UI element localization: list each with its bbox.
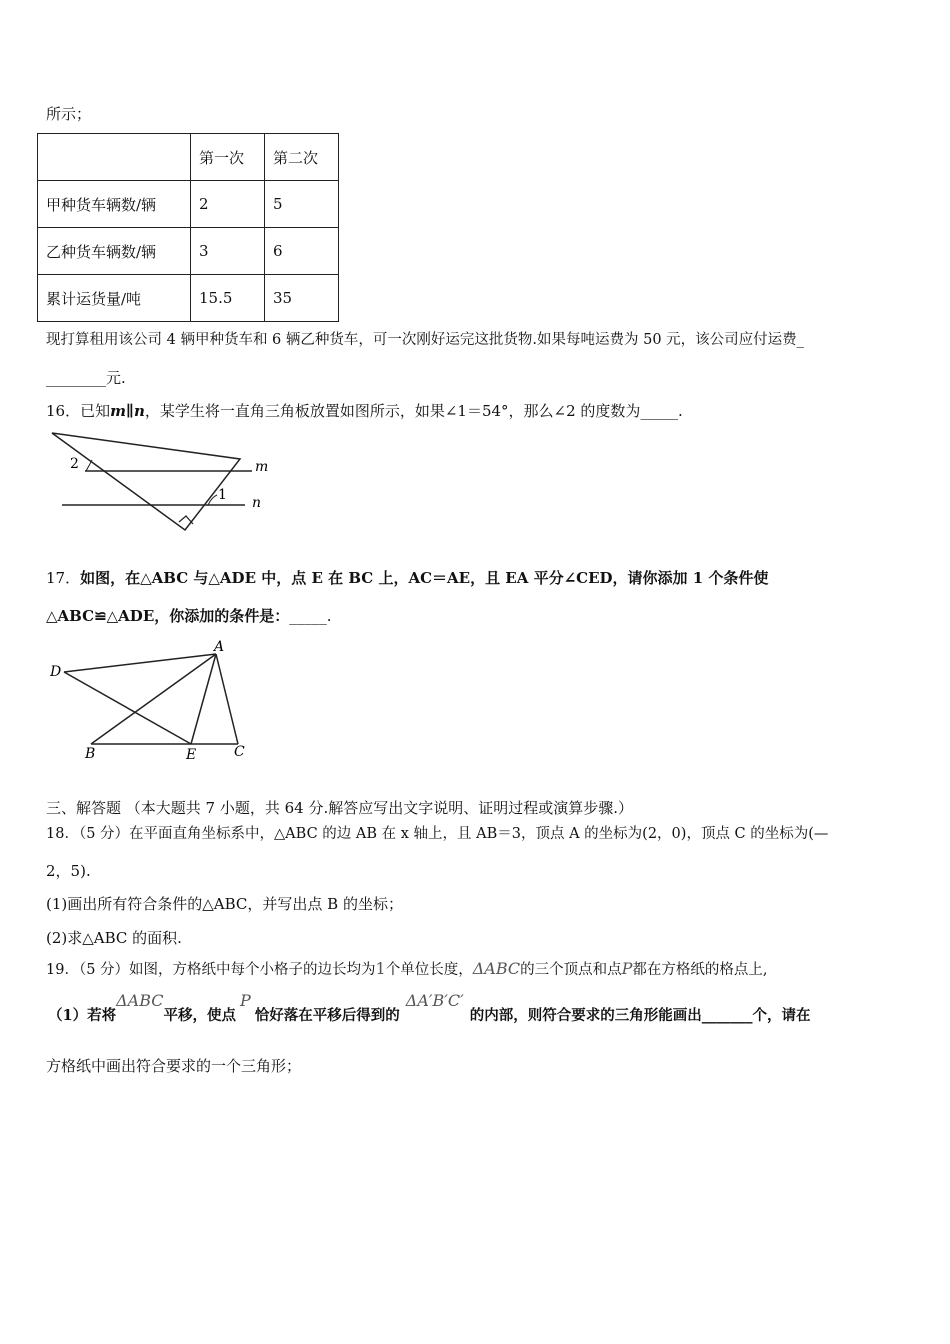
label-D: D — [50, 664, 62, 680]
q16-text-b: ，某学生将一直角三角板放置如图所示，如果∠1＝54°，那么∠2 的度数为 — [144, 402, 641, 420]
cargo-table — [37, 133, 339, 322]
q15-line2 — [46, 367, 126, 388]
table-row — [38, 228, 339, 275]
q19-part1-d: 的内部，则符合要求的三角形能画出 — [469, 1007, 702, 1024]
q19-part1-tri: ΔABC — [116, 991, 164, 1010]
q17-figure — [45, 638, 275, 763]
q19-part1-p: P — [240, 991, 251, 1010]
q19-part1-b: 平移，使点 — [163, 1007, 236, 1024]
answer-blank: ________ — [46, 369, 106, 387]
table-cell: 乙种货车辆数/辆 — [38, 228, 191, 275]
table-header-cell — [38, 134, 191, 181]
q19-part1 — [48, 990, 811, 1024]
q16-question — [46, 400, 683, 421]
angle1-arc — [208, 495, 217, 505]
q16-figure — [40, 425, 280, 535]
label-angle1: 1 — [218, 487, 227, 503]
answer-blank: _______ — [701, 1007, 753, 1024]
table-header-row — [38, 134, 339, 181]
label-n: n — [252, 495, 262, 511]
segment-AB — [91, 654, 216, 744]
table-cell: 累计运货量/吨 — [38, 275, 191, 322]
q19-line1 — [46, 958, 768, 979]
table-cell: 甲种货车辆数/辆 — [38, 181, 191, 228]
table-cell: 5 — [265, 181, 339, 228]
segment-DE — [64, 672, 191, 744]
segment-AC — [216, 654, 238, 744]
section-3-heading: 三、解答题 （本大题共 7 小题，共 64 分.解答应写出文字说明、证明过程或演算步骤.） — [46, 799, 634, 817]
q16-m: m — [110, 402, 126, 420]
table-row — [38, 275, 339, 322]
q19-tri: ΔABC — [472, 959, 521, 978]
q18-line1: 18．（5 分）在平面直角坐标系中，△ABC 的边 AB 在 x 轴上，且 AB＝3，顶点 A 的坐标为(2，0)，顶点 C 的坐标为(— — [46, 826, 829, 842]
q15-unit: 元. — [106, 369, 126, 387]
q19-p: P — [621, 959, 633, 978]
q17-text2: △ABC≌△ADE，你添加的条件是： — [46, 607, 290, 625]
table-cell: 6 — [265, 228, 339, 275]
table-row — [38, 181, 339, 228]
q17-end: . — [326, 607, 332, 625]
q19-line3: 方格纸中画出符合要求的一个三角形； — [46, 1057, 302, 1075]
label-B: B — [85, 746, 96, 762]
table-header-cell: 第二次 — [265, 134, 339, 181]
label-E: E — [186, 747, 197, 763]
q19-text-a: 19．（5 分）如图，方格纸中每个小格子的边长均为 — [46, 962, 376, 978]
q17-line1 — [46, 567, 768, 588]
q16-parallel: ∥ — [125, 402, 134, 420]
q17-line2 — [46, 605, 332, 626]
table-cell: 3 — [191, 228, 265, 275]
label-m: m — [255, 459, 269, 475]
q18-part2: (2)求△ABC 的面积. — [46, 929, 182, 947]
q17-number: 17． — [46, 569, 81, 587]
q16-end: . — [677, 402, 683, 420]
label-A: A — [214, 639, 225, 655]
q19-text-d: 都在方格纸的格点上, — [632, 962, 768, 978]
q19-part1-e: 个，请在 — [752, 1007, 811, 1024]
angle2-arc — [86, 460, 92, 471]
segment-AE — [191, 654, 216, 744]
table-header-cell: 第一次 — [191, 134, 265, 181]
q16-number: 16． — [46, 402, 81, 420]
q19-part1-c: 恰好落在平移后得到的 — [254, 1007, 400, 1024]
q19-text-b: 个单位长度， — [385, 962, 473, 978]
table-cell: 35 — [265, 275, 339, 322]
q17-text: 如图，在△ABC 与△ADE 中，点 E 在 BC 上，AC＝AE，且 EA 平分∠CED，请你添加 1 个条件使 — [80, 569, 769, 587]
q19-part1-tri2: ΔA′B′C′ — [405, 991, 464, 1010]
q16-n: n — [133, 402, 145, 420]
q18-part1: (1)画出所有符合条件的△ABC，并写出点 B 的坐标； — [46, 895, 403, 913]
q19-text-c: 的三个顶点和点 — [520, 962, 622, 978]
q19-one: 1 — [375, 959, 386, 978]
table-cell: 2 — [191, 181, 265, 228]
intro-text: 所示； — [46, 105, 92, 123]
q16-text-a: 已知 — [80, 402, 111, 420]
q15-line1: 现打算租用该公司 4 辆甲种货车和 6 辆乙种货车，可一次刚好运完这批货物.如果每吨运费为 50 元，该公司应付运费_ — [46, 332, 804, 348]
q19-part1-a: （1）若将 — [48, 1007, 117, 1024]
label-C: C — [234, 744, 245, 760]
q18-line2: 2，5). — [46, 862, 91, 880]
segment-DA — [64, 654, 216, 672]
answer-blank: _____ — [289, 607, 327, 625]
table-cell: 15.5 — [191, 275, 265, 322]
triangle-ruler — [52, 433, 240, 530]
label-angle2: 2 — [70, 456, 79, 472]
answer-blank: _____ — [640, 402, 678, 420]
